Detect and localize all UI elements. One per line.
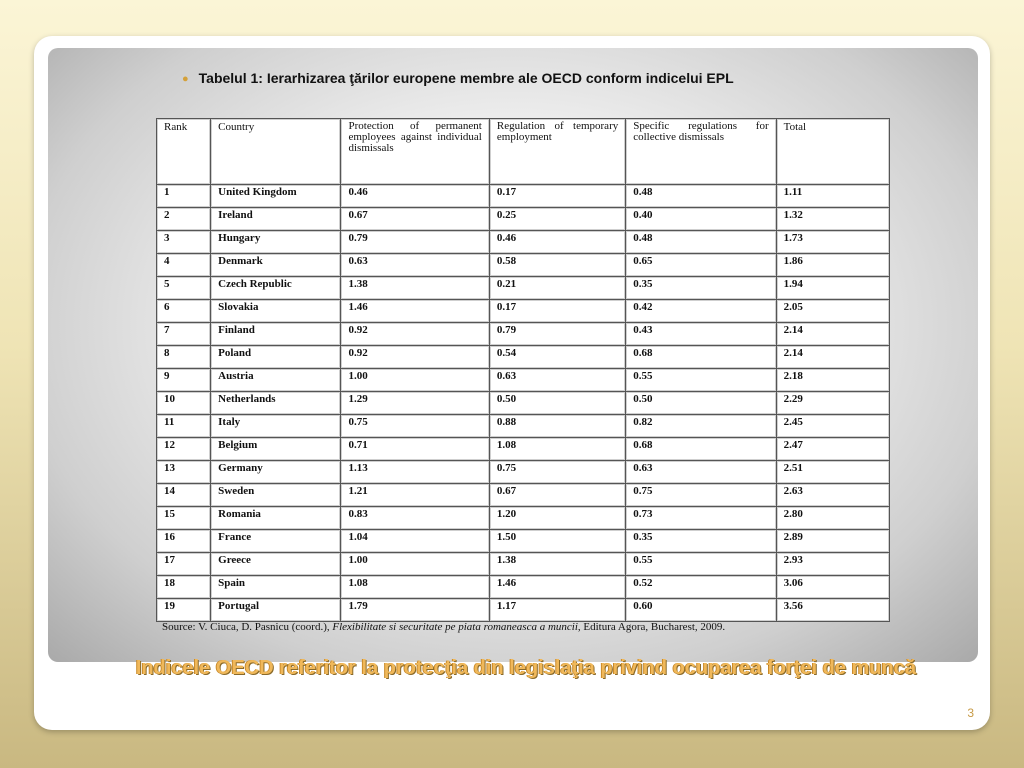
cell-collective-dismissals: 0.65 — [626, 254, 776, 277]
cell-rank: 13 — [157, 461, 211, 484]
cell-country: Romania — [211, 507, 341, 530]
cell-country: Netherlands — [211, 392, 341, 415]
table-row — [157, 553, 890, 576]
table-row — [157, 323, 890, 346]
cell-country: United Kingdom — [211, 185, 341, 208]
cell-permanent-protection: 1.21 — [341, 484, 489, 507]
cell-rank: 18 — [157, 576, 211, 599]
cell-collective-dismissals: 0.52 — [626, 576, 776, 599]
cell-rank: 17 — [157, 553, 211, 576]
table-row — [157, 530, 890, 553]
cell-total: 2.63 — [776, 484, 889, 507]
cell-temporary-regulation: 1.08 — [489, 438, 625, 461]
cell-country: Greece — [211, 553, 341, 576]
table-header-row — [157, 119, 890, 185]
cell-total: 2.93 — [776, 553, 889, 576]
cell-country: Italy — [211, 415, 341, 438]
cell-temporary-regulation: 1.50 — [489, 530, 625, 553]
cell-collective-dismissals: 0.68 — [626, 346, 776, 369]
cell-collective-dismissals: 0.55 — [626, 553, 776, 576]
content-panel — [48, 48, 978, 679]
table-row — [157, 576, 890, 599]
cell-country: Austria — [211, 369, 341, 392]
cell-permanent-protection: 1.00 — [341, 553, 489, 576]
table-row — [157, 231, 890, 254]
cell-total: 2.05 — [776, 300, 889, 323]
cell-permanent-protection: 1.13 — [341, 461, 489, 484]
cell-collective-dismissals: 0.42 — [626, 300, 776, 323]
cell-permanent-protection: 0.92 — [341, 323, 489, 346]
table-row — [157, 392, 890, 415]
table-caption — [182, 70, 734, 86]
cell-total: 2.18 — [776, 369, 889, 392]
epl-table — [156, 118, 890, 622]
table-row — [157, 185, 890, 208]
cell-total: 2.51 — [776, 461, 889, 484]
cell-collective-dismissals: 0.35 — [626, 530, 776, 553]
cell-permanent-protection: 1.38 — [341, 277, 489, 300]
cell-temporary-regulation: 0.88 — [489, 415, 625, 438]
cell-permanent-protection: 0.46 — [341, 185, 489, 208]
cell-collective-dismissals: 0.35 — [626, 277, 776, 300]
cell-rank: 12 — [157, 438, 211, 461]
column-header-total: Total — [776, 119, 889, 185]
cell-collective-dismissals: 0.48 — [626, 231, 776, 254]
cell-permanent-protection: 0.92 — [341, 346, 489, 369]
cell-rank: 5 — [157, 277, 211, 300]
table-row — [157, 254, 890, 277]
cell-collective-dismissals: 0.55 — [626, 369, 776, 392]
cell-collective-dismissals: 0.60 — [626, 599, 776, 622]
cell-total: 2.29 — [776, 392, 889, 415]
table-row — [157, 415, 890, 438]
cell-total: 2.45 — [776, 415, 889, 438]
cell-temporary-regulation: 0.50 — [489, 392, 625, 415]
cell-country: Germany — [211, 461, 341, 484]
cell-collective-dismissals: 0.48 — [626, 185, 776, 208]
table-row — [157, 484, 890, 507]
cell-rank: 2 — [157, 208, 211, 231]
cell-country: Czech Republic — [211, 277, 341, 300]
cell-temporary-regulation: 0.17 — [489, 300, 625, 323]
cell-country: Portugal — [211, 599, 341, 622]
cell-total: 1.11 — [776, 185, 889, 208]
cell-rank: 9 — [157, 369, 211, 392]
table-caption-text: Tabelul 1: Ierarhizarea ţărilor europene membre ale OECD conform indicelui EPL — [198, 70, 734, 86]
cell-rank: 3 — [157, 231, 211, 254]
column-header-temporary-regulation: Regulation of temporary employment — [489, 119, 625, 185]
source-suffix: , Editura Agora, Bucharest, 2009. — [577, 621, 726, 633]
cell-temporary-regulation: 1.46 — [489, 576, 625, 599]
page-number: 3 — [967, 706, 974, 720]
bullet-icon: ● — [182, 73, 189, 85]
cell-country: Spain — [211, 576, 341, 599]
cell-permanent-protection: 1.79 — [341, 599, 489, 622]
cell-temporary-regulation: 1.17 — [489, 599, 625, 622]
cell-collective-dismissals: 0.68 — [626, 438, 776, 461]
cell-country: Poland — [211, 346, 341, 369]
cell-temporary-regulation: 0.46 — [489, 231, 625, 254]
cell-temporary-regulation: 1.20 — [489, 507, 625, 530]
source-book-title: Flexibilitate si securitate pe piata romaneasca a muncii — [332, 621, 578, 633]
cell-country: Ireland — [211, 208, 341, 231]
column-header-collective-dismissals: Specific regulations for collective dismissals — [626, 119, 776, 185]
cell-rank: 1 — [157, 185, 211, 208]
column-header-permanent-protection: Protection of permanent employees against individual dismissals — [341, 119, 489, 185]
source-prefix: Source: V. Ciuca, D. Pasnicu (coord.), — [162, 621, 330, 633]
cell-rank: 16 — [157, 530, 211, 553]
cell-temporary-regulation: 0.79 — [489, 323, 625, 346]
cell-rank: 6 — [157, 300, 211, 323]
cell-rank: 10 — [157, 392, 211, 415]
cell-rank: 11 — [157, 415, 211, 438]
cell-rank: 19 — [157, 599, 211, 622]
cell-temporary-regulation: 0.63 — [489, 369, 625, 392]
cell-temporary-regulation: 0.75 — [489, 461, 625, 484]
cell-country: France — [211, 530, 341, 553]
cell-permanent-protection: 1.04 — [341, 530, 489, 553]
cell-total: 2.14 — [776, 346, 889, 369]
cell-rank: 7 — [157, 323, 211, 346]
cell-collective-dismissals: 0.75 — [626, 484, 776, 507]
cell-temporary-regulation: 1.38 — [489, 553, 625, 576]
column-header-rank: Rank — [157, 119, 211, 185]
cell-total: 1.32 — [776, 208, 889, 231]
slide — [34, 36, 990, 730]
table-row — [157, 369, 890, 392]
cell-permanent-protection: 0.83 — [341, 507, 489, 530]
cell-collective-dismissals: 0.50 — [626, 392, 776, 415]
cell-temporary-regulation: 0.58 — [489, 254, 625, 277]
cell-country: Slovakia — [211, 300, 341, 323]
cell-collective-dismissals: 0.82 — [626, 415, 776, 438]
cell-temporary-regulation: 0.54 — [489, 346, 625, 369]
cell-permanent-protection: 0.75 — [341, 415, 489, 438]
cell-total: 2.89 — [776, 530, 889, 553]
cell-temporary-regulation: 0.67 — [489, 484, 625, 507]
table-row — [157, 346, 890, 369]
cell-permanent-protection: 1.46 — [341, 300, 489, 323]
table-row — [157, 300, 890, 323]
cell-total: 2.47 — [776, 438, 889, 461]
table-row — [157, 277, 890, 300]
cell-rank: 8 — [157, 346, 211, 369]
cell-rank: 4 — [157, 254, 211, 277]
cell-country: Finland — [211, 323, 341, 346]
slide-title: Indicele OECD referitor la protecţia din legislaţia privind ocuparea forţei de muncă — [135, 657, 917, 679]
cell-permanent-protection: 1.29 — [341, 392, 489, 415]
cell-rank: 14 — [157, 484, 211, 507]
cell-permanent-protection: 0.67 — [341, 208, 489, 231]
cell-permanent-protection: 1.00 — [341, 369, 489, 392]
cell-total: 2.80 — [776, 507, 889, 530]
cell-temporary-regulation: 0.21 — [489, 277, 625, 300]
table-row — [157, 438, 890, 461]
cell-collective-dismissals: 0.63 — [626, 461, 776, 484]
cell-country: Hungary — [211, 231, 341, 254]
cell-rank: 15 — [157, 507, 211, 530]
cell-country: Belgium — [211, 438, 341, 461]
cell-permanent-protection: 0.71 — [341, 438, 489, 461]
source-note — [162, 621, 880, 633]
cell-collective-dismissals: 0.73 — [626, 507, 776, 530]
column-header-country: Country — [211, 119, 341, 185]
cell-total: 2.14 — [776, 323, 889, 346]
cell-permanent-protection: 0.63 — [341, 254, 489, 277]
table-row — [157, 599, 890, 622]
cell-total: 3.06 — [776, 576, 889, 599]
cell-total: 1.94 — [776, 277, 889, 300]
cell-country: Denmark — [211, 254, 341, 277]
cell-permanent-protection: 0.79 — [341, 231, 489, 254]
cell-temporary-regulation: 0.25 — [489, 208, 625, 231]
table-row — [157, 507, 890, 530]
cell-temporary-regulation: 0.17 — [489, 185, 625, 208]
table-row — [157, 461, 890, 484]
cell-total: 1.86 — [776, 254, 889, 277]
cell-country: Sweden — [211, 484, 341, 507]
cell-permanent-protection: 1.08 — [341, 576, 489, 599]
table-row — [157, 208, 890, 231]
cell-collective-dismissals: 0.43 — [626, 323, 776, 346]
cell-total: 3.56 — [776, 599, 889, 622]
cell-total: 1.73 — [776, 231, 889, 254]
cell-collective-dismissals: 0.40 — [626, 208, 776, 231]
